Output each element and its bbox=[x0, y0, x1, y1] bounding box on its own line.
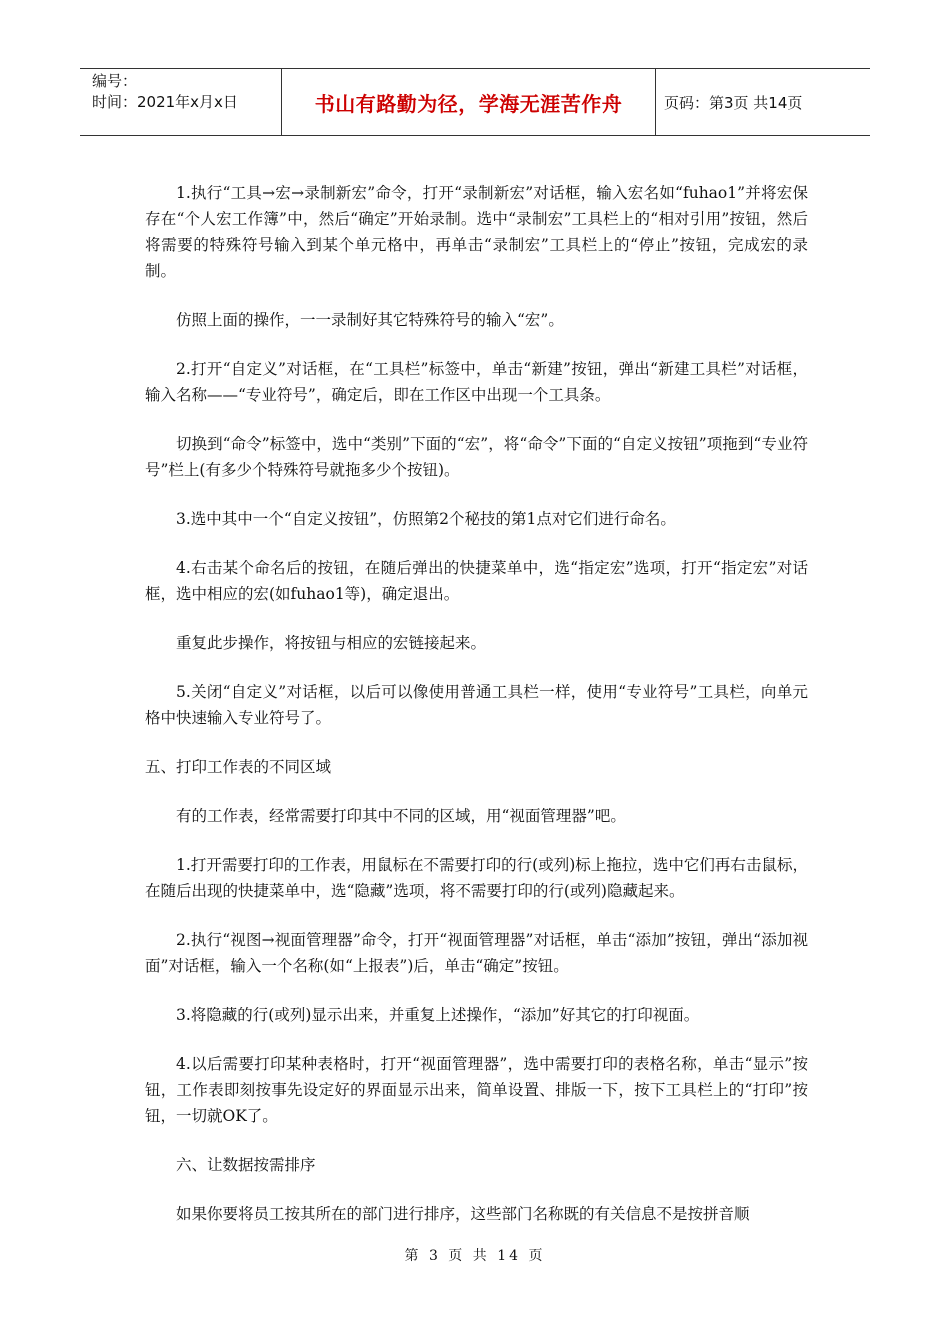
header-meta bbox=[80, 69, 282, 135]
paragraph: 3.将隐藏的行(或列)显示出来，并重复上述操作，“添加”好其它的打印视面。 bbox=[176, 1006, 700, 1024]
document-date: 时间：2021年x月x日 bbox=[92, 93, 238, 111]
paragraph: 有的工作表，经常需要打印其中不同的区域，用“视面管理器”吧。 bbox=[176, 807, 626, 825]
paragraph: 1.打开需要打印的工作表，用鼠标在不需要打印的行(或列)标上拖拉，选中它们再右击鼠标，在随后出现的快捷菜单中，选“隐藏”选项，将不需要打印的行(或列)隐藏起来。 bbox=[145, 856, 808, 900]
document-number-label: 编号： bbox=[92, 72, 138, 90]
paragraph: 仿照上面的操作，一一录制好其它特殊符号的输入“宏”。 bbox=[176, 311, 564, 329]
header-motto: 书山有路勤为径，学海无涯苦作舟 bbox=[282, 69, 656, 135]
document-body bbox=[145, 180, 808, 1250]
paragraph: 4.以后需要打印某种表格时，打开“视面管理器”，选中需要打印的表格名称，单击“显示”按钮，工作表即刻按事先设定好的界面显示出来，简单设置、排版一下，按下工具栏上的“打印”按钮，一切就OK了。 bbox=[145, 1055, 808, 1125]
paragraph: 2.执行“视图→视面管理器”命令，打开“视面管理器”对话框，单击“添加”按钮，弹出“添加视面”对话框，输入一个名称(如“上报表”)后，单击“确定”按钮。 bbox=[145, 931, 808, 975]
paragraph: 1.执行“工具→宏→录制新宏”命令，打开“录制新宏”对话框，输入宏名如“fuhao1”并将宏保存在“个人宏工作簿”中，然后“确定”开始录制。选中“录制宏”工具栏上的“相对引用”按钮，然后将需要的特殊符号输入到某个单元格中，再单击“录制宏”工具栏上的“停止”按钮，完成宏的录制。 bbox=[145, 184, 808, 280]
paragraph: 4.右击某个命名后的按钮，在随后弹出的快捷菜单中，选“指定宏”选项，打开“指定宏”对话框，选中相应的宏(如fuhao1等)，确定退出。 bbox=[145, 559, 808, 603]
paragraph: 重复此步操作，将按钮与相应的宏链接起来。 bbox=[176, 634, 487, 652]
page-header bbox=[80, 68, 870, 136]
header-page-info: 页码：第3页 共14页 bbox=[664, 93, 803, 112]
paragraph: 如果你要将员工按其所在的部门进行排序，这些部门名称既的有关信息不是按拼音顺 bbox=[176, 1205, 750, 1223]
page-footer: 第 3 页 共 14 页 bbox=[404, 1248, 546, 1264]
paragraph: 2.打开“自定义”对话框，在“工具栏”标签中，单击“新建”按钮，弹出“新建工具栏”对话框，输入名称——“专业符号”，确定后，即在工作区中出现一个工具条。 bbox=[145, 360, 808, 404]
paragraph: 5.关闭“自定义”对话框，以后可以像使用普通工具栏一样，使用“专业符号”工具栏，向单元格中快速输入专业符号了。 bbox=[145, 683, 808, 727]
paragraph: 切换到“命令”标签中，选中“类别”下面的“宏”，将“命令”下面的“自定义按钮”项拖到“专业符号”栏上(有多少个特殊符号就拖多少个按钮)。 bbox=[145, 435, 808, 479]
section-heading: 五、打印工作表的不同区域 bbox=[145, 758, 332, 776]
section-heading: 六、让数据按需排序 bbox=[176, 1156, 316, 1174]
paragraph: 3.选中其中一个“自定义按钮”，仿照第2个秘技的第1点对它们进行命名。 bbox=[176, 510, 676, 528]
